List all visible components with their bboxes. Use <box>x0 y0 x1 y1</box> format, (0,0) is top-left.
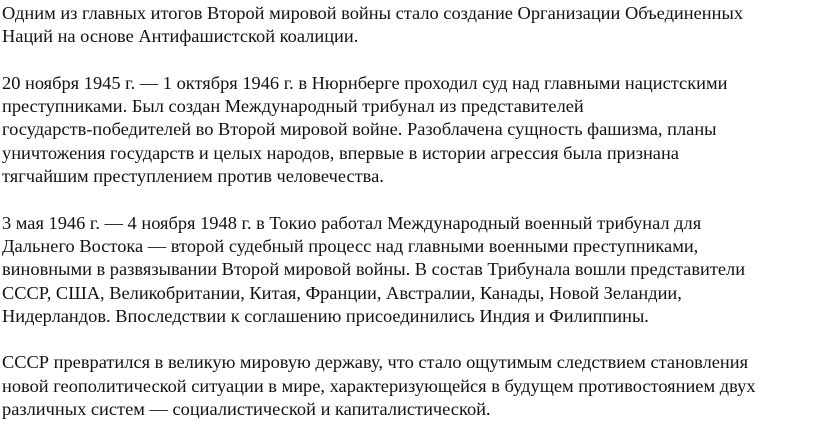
paragraph-nuremberg-trial <box>2 72 814 188</box>
paragraph-un-creation <box>2 2 814 49</box>
text-line: тягчайшим преступлением против человечества. <box>2 166 384 187</box>
text-line: виновными в развязывании Второй мировой войны. В состав Трибунала вошли представители <box>2 259 746 280</box>
text-line: различных систем — социалистической и капиталистической. <box>2 399 491 420</box>
text-line: Наций на основе Антифашистской коалиции. <box>2 26 359 47</box>
text-line: уничтожения государств и целых народов, впервые в истории агрессия была признана <box>2 142 679 163</box>
text-line: Нидерландов. Впоследствии к соглашению присоединились Индия и Филиппины. <box>2 305 649 326</box>
text-line: Одним из главных итогов Второй мировой войны стало создание Организации Объединенных <box>2 3 744 23</box>
text-line: государств-победителей во Второй мировой войне. Разоблачена сущность фашизма, планы <box>2 119 717 140</box>
text-line: СССР превратился в великую мировую державу, что стало ощутимым следствием становления <box>2 352 749 373</box>
text-line: новой геополитической ситуации в мире, характеризующейся в будущем противостоянием двух <box>2 375 756 396</box>
text-line: 20 ноября 1945 г. — 1 октября 1946 г. в Нюрнберге проходил суд над главными нацистскими <box>2 72 728 93</box>
paragraph-ussr-superpower <box>2 351 814 421</box>
text-line: 3 мая 1946 г. — 4 ноября 1948 г. в Токио работал Международный военный трибунал для <box>2 212 702 233</box>
text-line: преступниками. Был создан Международный трибунал из представителей <box>2 96 584 117</box>
text-line: СССР, США, Великобритании, Китая, Франции, Австралии, Канады, Новой Зеландии, <box>2 282 682 303</box>
paragraph-tokyo-trial <box>2 212 814 328</box>
document-body <box>2 2 814 445</box>
text-line: Дальнего Востока — второй судебный процесс над главными военными преступниками, <box>2 235 699 256</box>
